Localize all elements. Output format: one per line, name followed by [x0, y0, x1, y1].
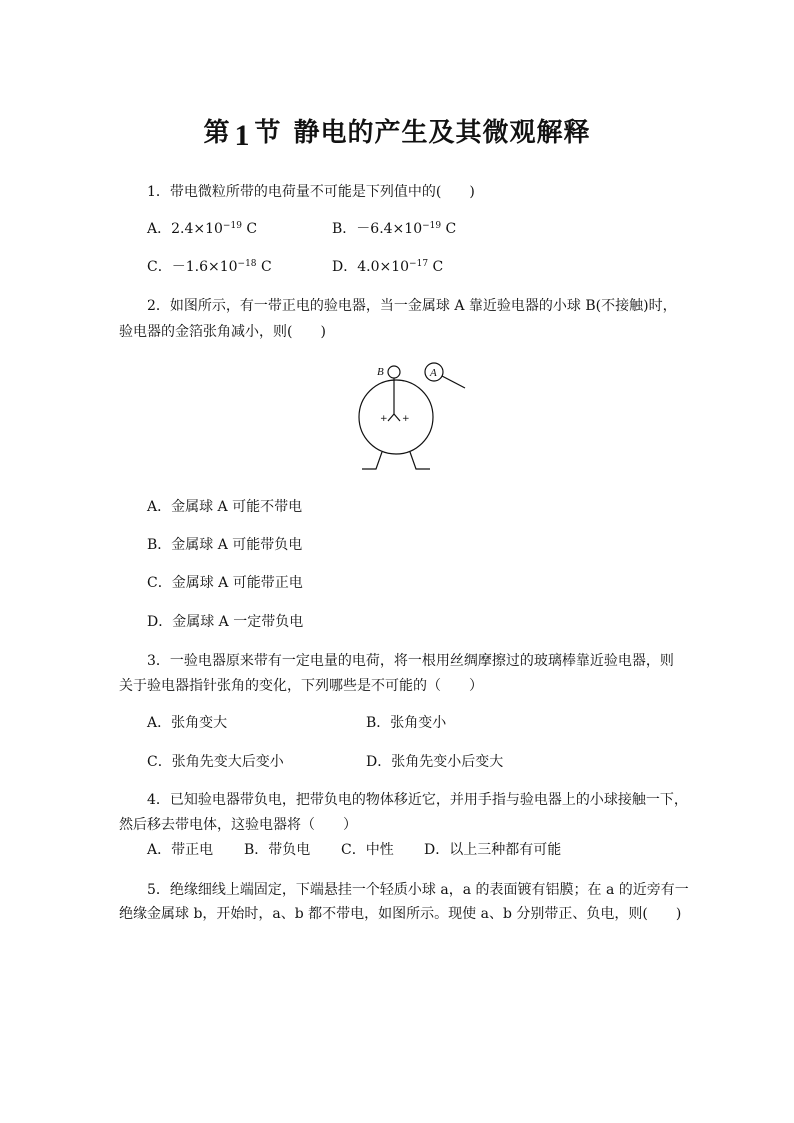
page-title — [0, 112, 794, 153]
title-text: 静电的产生及其微观解释 — [293, 118, 591, 148]
q3-stem-line2: 关于验电器指针张角的变化，下列哪些是不可能的（ ） — [119, 678, 483, 694]
leg-left — [362, 452, 382, 469]
foil-right — [394, 414, 400, 421]
q2-stem-line2: 验电器的金箔张角减小，则( ) — [119, 324, 326, 340]
q1-stem: 1．带电微粒所带的电荷量不可能是下列值中的( ) — [147, 184, 475, 200]
ball-a-handle — [442, 376, 465, 388]
q3-option-b: B．张角变小 — [366, 715, 447, 731]
q2-option-b: B．金属球 A 可能带负电 — [147, 537, 303, 553]
q5-stem-line1: 5．绝缘细线上端固定，下端悬挂一个轻质小球 a，a 的表面镀有铝膜；在 a 的近旁有一 — [147, 882, 689, 898]
q4-stem-line1: 4．已知验电器带负电，把带负电的物体移近它，并用手指与验电器上的小球接触一下， — [147, 792, 688, 808]
charge-left: + — [380, 414, 388, 424]
q3-option-c: C．张角先变大后变小 — [147, 754, 284, 770]
title-suffix: 节 — [254, 118, 282, 148]
ball-b — [388, 366, 400, 378]
q4-option-d: D．以上三种都有可能 — [424, 842, 562, 858]
q1-option-a: A．$2.4\times 10^{-19}$ C — [147, 221, 258, 237]
q1-option-b: B．$-6.4\times 10^{-19}$ C — [332, 221, 457, 237]
q1-option-d: D．$4.0\times 10^{-17}$ C — [332, 259, 444, 275]
label-b: B — [377, 366, 384, 378]
q5-stem-line2: 绝缘金属球 b，开始时，a、b 都不带电，如图所示。现使 a、b 分别带正、负电，则( ) — [119, 906, 682, 922]
title-prefix: 第 — [203, 118, 231, 148]
q2-option-d: D．金属球 A 一定带负电 — [147, 614, 304, 630]
foil-left — [388, 414, 394, 421]
q2-option-c: C．金属球 A 可能带正电 — [147, 575, 303, 591]
leg-right — [410, 452, 430, 469]
q4-option-a: A．带正电 — [147, 842, 214, 858]
q3-option-d: D．张角先变小后变大 — [366, 754, 504, 770]
q4-option-b: B．带负电 — [244, 842, 311, 858]
title-number: 1 — [234, 119, 251, 152]
q2-stem-line1: 2．如图所示，有一带正电的验电器，当一金属球 A 靠近验电器的小球 B(不接触)时， — [147, 298, 677, 314]
electroscope-diagram — [346, 356, 476, 476]
q3-option-a: A．张角变大 — [147, 715, 228, 731]
q4-stem-line2: 然后移去带电体，这验电器将（ ） — [119, 817, 357, 833]
q2-option-a: A．金属球 A 可能不带电 — [147, 499, 303, 515]
q4-option-c: C．中性 — [341, 842, 394, 858]
label-a: A — [430, 367, 437, 379]
charge-right: + — [402, 414, 410, 424]
q3-stem-line1: 3．一验电器原来带有一定电量的电荷，将一根用丝绸摩擦过的玻璃棒靠近验电器，则 — [147, 653, 674, 669]
q1-option-c: C．$-1.6\times 10^{-18}$ C — [147, 259, 272, 275]
